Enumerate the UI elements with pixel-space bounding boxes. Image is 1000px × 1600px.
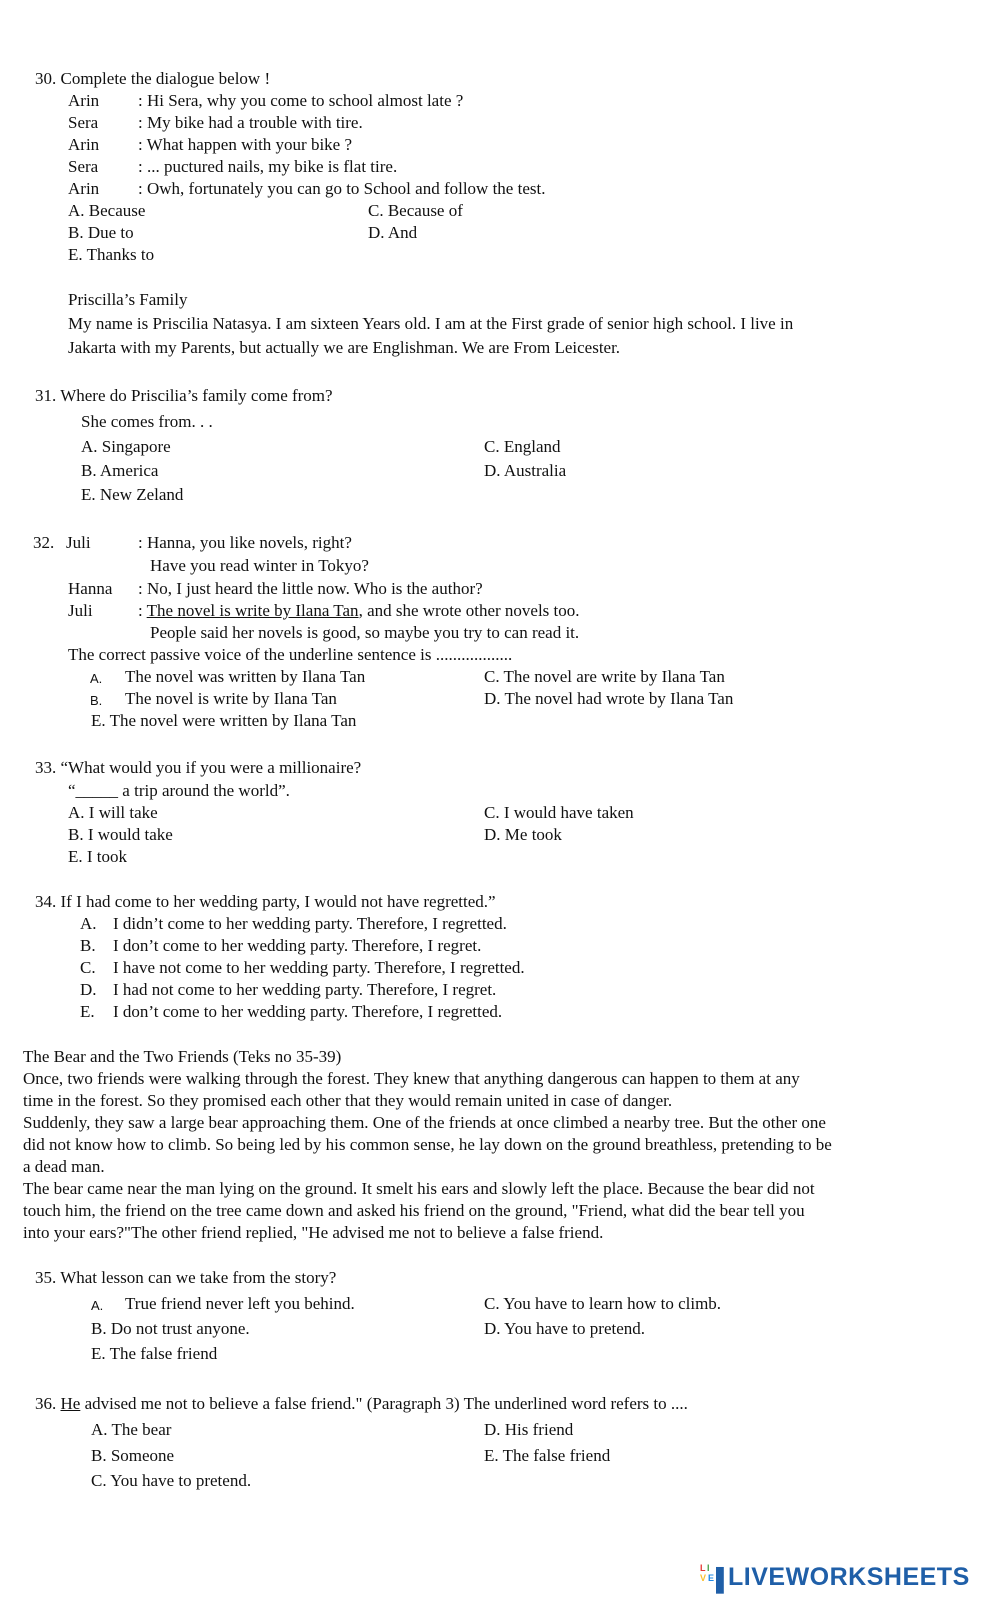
passage2-line: Suddenly, they saw a large bear approaching them. One of the friends at once climbed a nearby tree. But the other one — [23, 1113, 826, 1132]
q34-option-e-letter: E. — [80, 1002, 95, 1021]
q35-option-a[interactable]: True friend never left you behind. — [125, 1294, 355, 1313]
passage2-title: The Bear and the Two Friends (Teks no 35-39) — [23, 1047, 342, 1066]
q30-line4-speaker: Sera — [68, 157, 99, 176]
q32-option-c[interactable]: C. The novel are write by Ilana Tan — [484, 667, 725, 686]
q33-option-c[interactable]: C. I would have taken — [484, 803, 634, 822]
passage2-line: time in the forest. So they promised each other that they would remain united in case of danger. — [23, 1091, 673, 1110]
q30-option-e[interactable]: E. Thanks to — [68, 245, 155, 264]
q33-option-a[interactable]: A. I will take — [68, 803, 158, 822]
q31-option-a[interactable]: A. Singapore — [81, 437, 171, 456]
q32-line1-speaker: Juli — [66, 533, 91, 552]
q36-underlined-word: He — [60, 1394, 81, 1413]
passage2-line: Once, two friends were walking through the forest. They knew that anything dangerous can happen to them at any — [23, 1069, 800, 1088]
q32-line3-speaker: Juli — [68, 601, 93, 620]
q36-option-a[interactable]: A. The bear — [91, 1420, 172, 1439]
q32-option-b-letter: B. — [90, 693, 103, 708]
passage2-line: did not know how to climb. So being led by his common sense, he lay down on the ground breathless, pretending to be — [23, 1135, 832, 1154]
q30-line1-speaker: Arin — [68, 91, 100, 110]
q36-option-d[interactable]: D. His friend — [484, 1420, 574, 1439]
q35-option-d[interactable]: D. You have to pretend. — [484, 1319, 646, 1338]
q33-option-b[interactable]: B. I would take — [68, 825, 173, 844]
passage2-line: a dead man. — [23, 1157, 105, 1176]
q31-option-c[interactable]: C. England — [484, 437, 561, 456]
q34-option-d[interactable]: I had not come to her wedding party. Therefore, I regret. — [113, 980, 497, 999]
q32-option-e[interactable]: E. The novel were written by Ilana Tan — [91, 711, 357, 730]
q30-line5-speaker: Arin — [68, 179, 100, 198]
q31-question: 31. Where do Priscilia’s family come from? — [35, 386, 333, 405]
q35-option-a-letter: A. — [91, 1298, 104, 1313]
q36-option-e[interactable]: E. The false friend — [484, 1446, 611, 1465]
q34-option-e[interactable]: I don’t come to her wedding party. Therefore, I regretted. — [113, 1002, 503, 1021]
q32-option-a[interactable]: The novel was written by Ilana Tan — [125, 667, 366, 686]
liveworksheets-logo-icon: L I V E ▌ — [700, 1563, 732, 1592]
q34-option-c[interactable]: I have not come to her wedding party. Therefore, I regretted. — [113, 958, 525, 977]
q30-line4-text: : ... puctured nails, my bike is flat tire. — [138, 157, 398, 176]
q30-line3-speaker: Arin — [68, 135, 100, 154]
q35-option-b[interactable]: B. Do not trust anyone. — [91, 1319, 250, 1338]
q32-line3b: People said her novels is good, so maybe you try to can read it. — [150, 623, 580, 642]
q34-question: 34. If I had come to her wedding party, I would not have regretted.” — [35, 892, 496, 911]
q33-option-d[interactable]: D. Me took — [484, 825, 562, 844]
q31-option-b[interactable]: B. America — [81, 461, 159, 480]
q32-number: 32. — [33, 533, 55, 552]
q33-blank: _____ — [75, 781, 119, 800]
q34-option-a[interactable]: I didn’t come to her wedding party. Therefore, I regretted. — [113, 914, 507, 933]
q32-option-a-letter: A. — [90, 671, 103, 686]
q31-option-e[interactable]: E. New Zeland — [81, 485, 184, 504]
q30-option-d[interactable]: D. And — [368, 223, 418, 242]
q30-option-b[interactable]: B. Due to — [68, 223, 134, 242]
q32-option-d[interactable]: D. The novel had wrote by Ilana Tan — [484, 689, 734, 708]
q34-option-b-letter: B. — [80, 936, 96, 955]
passage2-line: touch him, the friend on the tree came down and asked his friend on the ground, "Friend, what did the bear tell you — [23, 1201, 805, 1220]
q36-question: 36. He advised me not to believe a false friend." (Paragraph 3) The underlined word refers to .... — [35, 1394, 688, 1413]
q30-line1-text: : Hi Sera, why you come to school almost late ? — [138, 91, 464, 110]
passage1-line1: My name is Priscilia Natasya. I am sixteen Years old. I am at the First grade of senior high school. I live in — [68, 314, 794, 333]
passage1-title: Priscilla’s Family — [68, 290, 188, 309]
q33-stem: “_____ a trip around the world”. — [68, 781, 290, 800]
q32-underlined-sentence: The novel is write by Ilana Tan — [146, 601, 359, 620]
q32-question: The correct passive voice of the underline sentence is .................. — [68, 645, 513, 664]
liveworksheets-logo[interactable] — [700, 1562, 970, 1592]
q33-question: 33. “What would you if you were a millionaire? — [35, 758, 362, 777]
q30-line2-speaker: Sera — [68, 113, 99, 132]
q35-option-c[interactable]: C. You have to learn how to climb. — [484, 1294, 722, 1313]
q31-option-d[interactable]: D. Australia — [484, 461, 567, 480]
q34-option-d-letter: D. — [80, 980, 97, 999]
q32-line1-text: : Hanna, you like novels, right? — [138, 533, 352, 552]
q32-line1b: Have you read winter in Tokyo? — [150, 556, 369, 575]
passage1-line2: Jakarta with my Parents, but actually we are Englishman. We are From Leicester. — [68, 338, 621, 357]
q30-line2-text: : My bike had a trouble with tire. — [138, 113, 363, 132]
q35-question: 35. What lesson can we take from the story? — [35, 1268, 337, 1287]
q30-option-c[interactable]: C. Because of — [368, 201, 463, 220]
q30-line5-text: : Owh, fortunately you can go to School and follow the test. — [138, 179, 546, 198]
q30-line3-text: : What happen with your bike ? — [138, 135, 353, 154]
q31-stem: She comes from. . . — [81, 412, 213, 431]
passage2-line: into your ears?"The other friend replied, "He advised me not to believe a false friend. — [23, 1223, 604, 1242]
q30-option-a[interactable]: A. Because — [68, 201, 146, 220]
q35-option-e[interactable]: E. The false friend — [91, 1344, 218, 1363]
q32-option-b[interactable]: The novel is write by Ilana Tan — [125, 689, 337, 708]
passage2-line: The bear came near the man lying on the ground. It smelt his ears and slowly left the place. Because the bear did not — [23, 1179, 815, 1198]
liveworksheets-brand: LIVEWORKSHEETS — [728, 1563, 970, 1591]
q36-option-b[interactable]: B. Someone — [91, 1446, 175, 1465]
q30-title: 30. Complete the dialogue below ! — [35, 69, 271, 88]
q33-option-e[interactable]: E. I took — [68, 847, 128, 866]
q32-line3-text: : The novel is write by Ilana Tan, and she wrote other novels too. — [138, 601, 580, 620]
q32-line2-text: : No, I just heard the little now. Who is the author? — [138, 579, 483, 598]
q36-option-c[interactable]: C. You have to pretend. — [91, 1471, 252, 1490]
q34-option-c-letter: C. — [80, 958, 96, 977]
q32-line2-speaker: Hanna — [68, 579, 113, 598]
q34-option-b[interactable]: I don’t come to her wedding party. Therefore, I regret. — [113, 936, 482, 955]
q34-option-a-letter: A. — [80, 914, 97, 933]
